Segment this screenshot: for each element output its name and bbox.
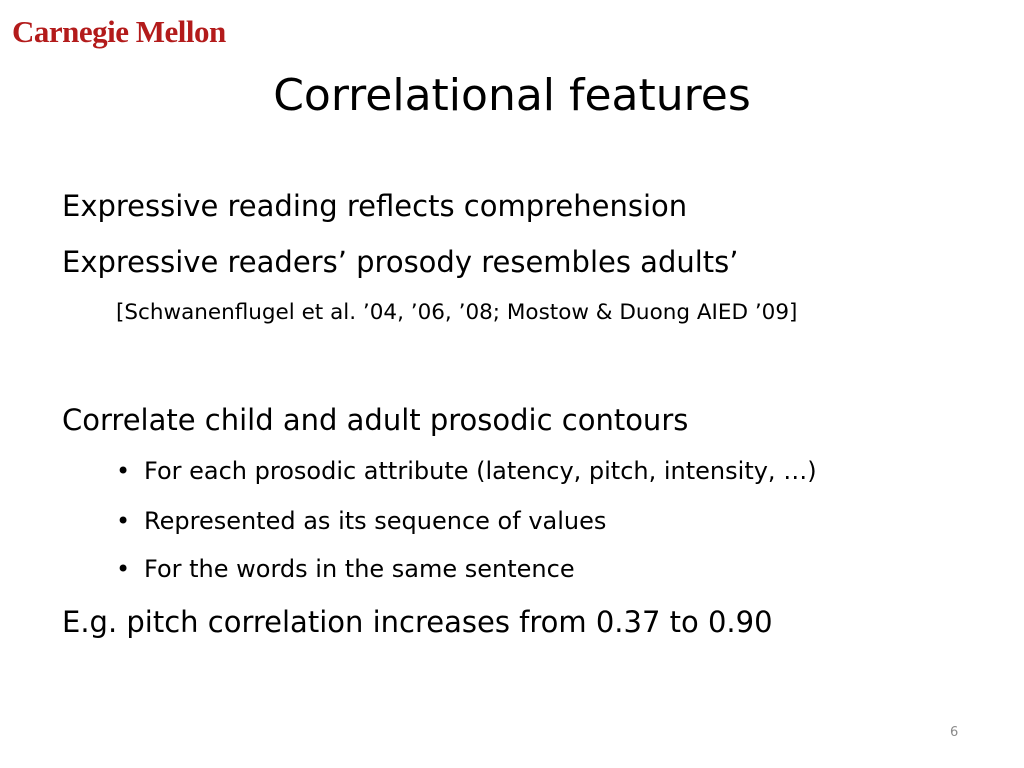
- bullet-icon: •: [116, 555, 131, 583]
- bullet-text: For each prosodic attribute (latency, pitch, intensity, …): [144, 457, 817, 485]
- bullet-icon: •: [116, 507, 131, 535]
- body-line-correlate: Correlate child and adult prosodic contours: [62, 403, 689, 437]
- citation-reference: [Schwanenflugel et al. ’04, ’06, ’08; Mostow & Duong AIED ’09]: [116, 300, 798, 325]
- bullet-text: For the words in the same sentence: [144, 555, 575, 583]
- body-line-expressive-reading: Expressive reading reflects comprehension: [62, 189, 688, 223]
- bullet-icon: •: [116, 457, 131, 485]
- page-number: 6: [950, 725, 959, 740]
- body-line-example: E.g. pitch correlation increases from 0.37 to 0.90: [62, 605, 773, 639]
- body-line-expressive-readers: Expressive readers’ prosody resembles adults’: [62, 245, 739, 279]
- bullet-item: [116, 552, 575, 586]
- bullet-text: Represented as its sequence of values: [144, 507, 607, 535]
- bullet-item: [116, 504, 606, 538]
- carnegie-mellon-logo: Carnegie Mellon: [12, 14, 226, 49]
- bullet-item: [116, 454, 817, 488]
- slide-title: Correlational features: [273, 70, 751, 121]
